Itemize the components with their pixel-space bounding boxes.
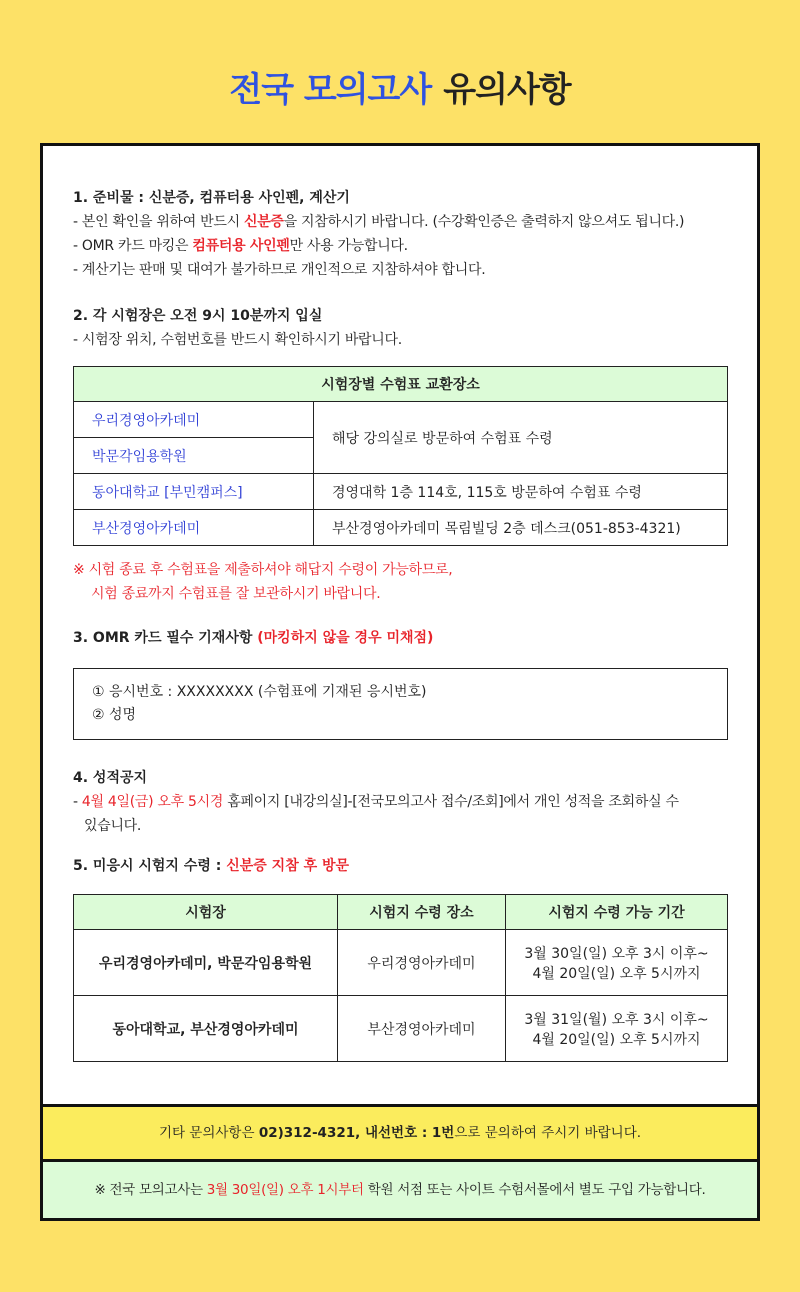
table-row xyxy=(74,474,728,510)
notice-content xyxy=(73,186,728,1062)
exchange-table-header: 시험장별 수험표 교환장소 xyxy=(74,367,728,402)
venue-cell: 우리경영아카데미, 박문각임용학원 xyxy=(74,930,338,996)
page-title xyxy=(0,62,800,111)
table-row xyxy=(74,930,728,996)
period-cell: 3월 30일(일) 오후 3시 이후~ 4월 20일(일) 오후 5시까지 xyxy=(506,930,728,996)
info-cell: 부산경영아카데미 목림빌딩 2층 데스크(051-853-4321) xyxy=(314,510,728,546)
info-cell: 해당 강의실로 방문하여 수험표 수령 xyxy=(314,402,728,474)
section1-line3: - 계산기는 판매 및 대여가 불가하므로 개인적으로 지참하셔야 합니다. xyxy=(73,262,486,278)
section2-note2: 시험 종료까지 수험표를 잘 보관하시기 바랍니다. xyxy=(91,586,381,602)
section4-line2: 있습니다. xyxy=(84,818,142,834)
notice-card xyxy=(40,143,760,1221)
venue-cell: 동아대학교 [부민캠퍼스] xyxy=(74,474,314,510)
pickup-cell: 우리경영아카데미 xyxy=(338,930,506,996)
pickup-cell: 부산경영아카데미 xyxy=(338,996,506,1062)
title-sub: 유의사항 xyxy=(443,70,571,110)
section2-heading: 2. 각 시험장은 오전 9시 10분까지 입실 xyxy=(73,308,323,324)
omr-item-number: ① 응시번호 : XXXXXXXX (수험표에 기재된 응시번호) xyxy=(92,684,427,700)
info-cell: 경영대학 1층 114호, 115호 방문하여 수험표 수령 xyxy=(314,474,728,510)
table-row xyxy=(74,510,728,546)
pickup-table xyxy=(73,894,728,1062)
column-header: 시험장 xyxy=(74,895,338,930)
column-header: 시험지 수령 장소 xyxy=(338,895,506,930)
section5-heading: 5. 미응시 시험지 수령 : 신분증 지참 후 방문 xyxy=(73,858,350,874)
table-row xyxy=(74,402,728,438)
period-cell: 3월 31일(월) 오후 3시 이후~ 4월 20일(일) 오후 5시까지 xyxy=(506,996,728,1062)
section1-heading: 1. 준비물 : 신분증, 컴퓨터용 사인펜, 계산기 xyxy=(73,190,350,206)
section4-line1: - 4월 4일(금) 오후 5시경 홈페이지 [내강의실]-[전국모의고사 접수/조회]에서 개인 성적을 조회하실 수 xyxy=(73,794,679,810)
venue-cell: 박문각임용학원 xyxy=(74,438,314,474)
venue-cell: 우리경영아카데미 xyxy=(74,402,314,438)
omr-item-name: ② 성명 xyxy=(92,707,137,723)
section1-line2: - OMR 카드 마킹은 컴퓨터용 사인펜만 사용 가능합니다. xyxy=(73,238,408,254)
column-header: 시험지 수령 가능 기간 xyxy=(506,895,728,930)
section2-note1: ※ 시험 종료 후 수험표을 제출하셔야 해답지 수령이 가능하므로, xyxy=(73,562,453,578)
purchase-note-bar: ※ 전국 모의고사는 3월 30일(일) 오후 1시부터 학원 서점 또는 사이트 수험서몰에서 별도 구입 가능합니다. xyxy=(43,1162,757,1218)
venue-cell: 동아대학교, 부산경영아카데미 xyxy=(74,996,338,1062)
contact-bar: 기타 문의사항은 02)312-4321, 내선번호 : 1번으로 문의하여 주시기 바랍니다. xyxy=(43,1104,757,1162)
section3-heading: 3. OMR 카드 필수 기재사항 (마킹하지 않을 경우 미채점) xyxy=(73,630,434,646)
exchange-table xyxy=(73,366,728,546)
section4-heading: 4. 성적공지 xyxy=(73,770,148,786)
title-main: 전국 모의고사 xyxy=(229,70,432,110)
venue-cell: 부산경영아카데미 xyxy=(74,510,314,546)
omr-required-box xyxy=(73,668,728,740)
section1-line1: - 본인 확인을 위하여 반드시 신분증을 지참하시기 바랍니다. (수강확인증은 출력하지 않으셔도 됩니다.) xyxy=(73,214,685,230)
section2-line1: - 시험장 위치, 수험번호를 반드시 확인하시기 바랍니다. xyxy=(73,332,402,348)
table-row xyxy=(74,996,728,1062)
